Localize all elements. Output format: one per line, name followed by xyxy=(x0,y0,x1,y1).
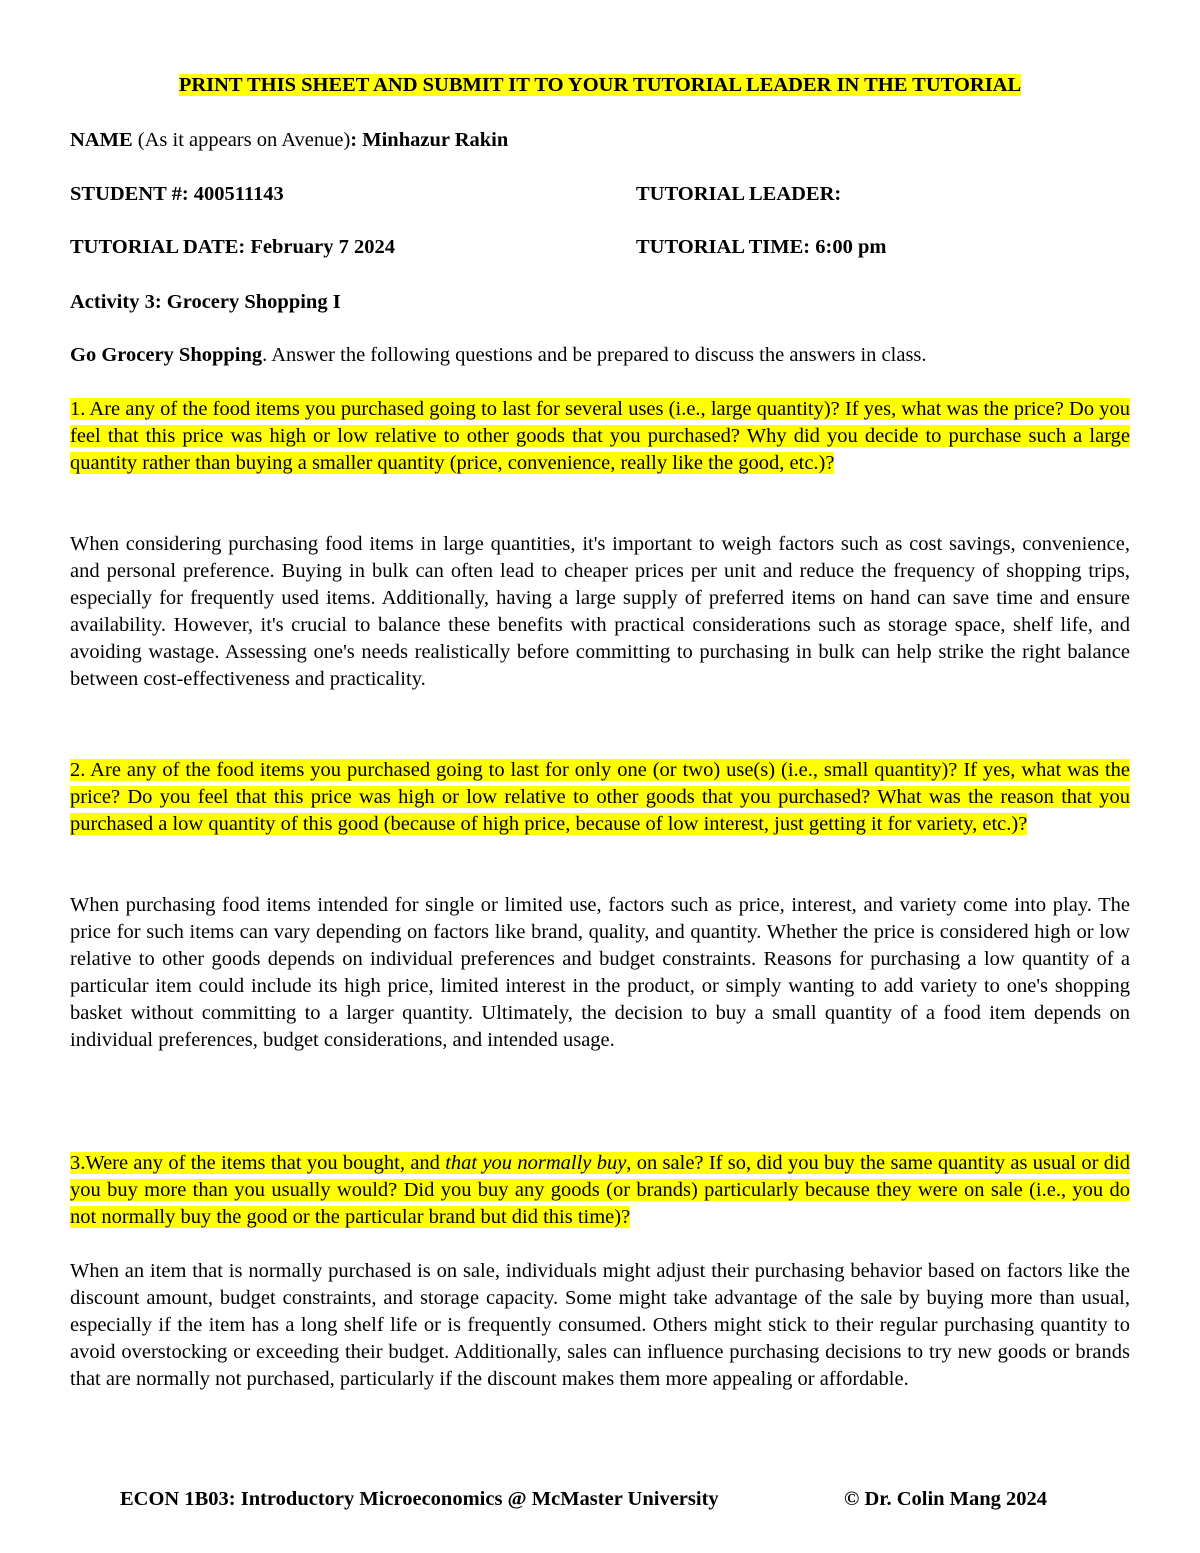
student-row xyxy=(70,181,1130,208)
name-label: NAME xyxy=(70,129,133,151)
question-3-post: , on sale? If so, did you buy the same quantity as usual or did you buy more than you usually would? Did you buy any goods (or brands) particularly because they were on sale (i.e., you do not normally buy the good or the particular brand but did this time)? xyxy=(70,1152,1130,1228)
student-label: STUDENT #: xyxy=(70,183,194,205)
footer-course: ECON 1B03: Introductory Microeconomics @ McMaster University xyxy=(120,1488,719,1510)
header-banner: PRINT THIS SHEET AND SUBMIT IT TO YOUR TUTORIAL LEADER IN THE TUTORIAL xyxy=(178,74,1022,96)
footer xyxy=(70,1486,1130,1513)
question-2 xyxy=(70,757,1130,838)
tutorial-time-value: 6:00 pm xyxy=(815,236,887,258)
question-1-text: 1. Are any of the food items you purchased going to last for several uses (i.e., large quantity)? If yes, what was the price? Do you feel that this price was high or low relative to other goods that you purchased? Why did you decide to purchase such a large quantity rather than buying a smaller quantity (price, convenience, really like the good, etc.)? xyxy=(70,398,1130,474)
header-banner-row xyxy=(70,72,1130,99)
student-value: 400511143 xyxy=(193,183,284,205)
intro-bold: Go Grocery Shopping xyxy=(70,344,263,366)
tutorial-date-row xyxy=(70,234,1130,261)
activity-title: Activity 3: Grocery Shopping I xyxy=(70,291,341,313)
question-1 xyxy=(70,396,1130,477)
answer-2: When purchasing food items intended for single or limited use, factors such as price, interest, and variety come into play. The price for such items can vary depending on factors like brand, quality, and quantity. Whether the price is considered high or low relative to other goods depends on individual preferences and budget constraints. Reasons for purchasing a low quantity of a particular item could include its high price, limited interest in the product, or simply wanting to add variety to one's shopping basket without committing to a larger quantity. Ultimately, the decision to buy a small quantity of a food item depends on individual preferences, budget considerations, and intended usage. xyxy=(70,894,1130,1051)
tutorial-time xyxy=(636,234,886,261)
intro-text: . Answer the following questions and be prepared to discuss the answers in class. xyxy=(262,344,927,366)
question-3-italic: that you normally buy xyxy=(445,1152,627,1174)
name-note: (As it appears on Avenue) xyxy=(132,129,351,151)
question-3-text xyxy=(70,1152,1130,1228)
footer-copyright: © Dr. Colin Mang 2024 xyxy=(844,1488,1048,1510)
name-row xyxy=(70,127,1130,154)
tutorial-time-label: TUTORIAL TIME: xyxy=(636,236,816,258)
answer-3: When an item that is normally purchased is on sale, individuals might adjust their purchasing behavior based on factors like the discount amount, budget constraints, and storage capacity. Some might take advantage of the sale by buying more than usual, especially if the item has a long shelf life or is frequently consumed. Others might stick to their regular purchasing quantity to avoid overstocking or exceeding their budget. Additionally, sales can influence purchasing decisions to try new goods or brands that are normally not purchased, particularly if the discount makes them more appealing or affordable. xyxy=(70,1260,1130,1390)
question-3-pre: 3.Were any of the items that you bought, and xyxy=(70,1152,446,1174)
question-3 xyxy=(70,1150,1130,1231)
tutorial-leader-label: TUTORIAL LEADER: xyxy=(636,183,842,205)
name-colon: : xyxy=(350,129,363,151)
tutorial-date-label: TUTORIAL DATE: xyxy=(70,236,251,258)
answer-1: When considering purchasing food items in large quantities, it's important to weigh factors such as cost savings, convenience, and personal preference. Buying in bulk can often lead to cheaper prices per unit and reduce the frequency of shopping trips, especially for frequently used items. Additionally, having a large supply of preferred items on hand can save time and ensure availability. However, it's crucial to balance these benefits with practical considerations such as storage space, shelf life, and avoiding wastage. Assessing one's needs realistically before committing to purchasing in bulk can help strike the right balance between cost-effectiveness and practicality. xyxy=(70,533,1130,690)
tutorial-date-value: February 7 2024 xyxy=(250,236,395,258)
question-2-text: 2. Are any of the food items you purchased going to last for only one (or two) use(s) (i.e., small quantity)? If yes, what was the price? Do you feel that this price was high or low relative to other goods that you purchased? What was the reason that you purchased a low quantity of this good (because of high price, because of low interest, just getting it for variety, etc.)? xyxy=(70,759,1130,835)
name-value: Minhazur Rakin xyxy=(362,129,509,151)
intro-line xyxy=(70,342,1130,369)
